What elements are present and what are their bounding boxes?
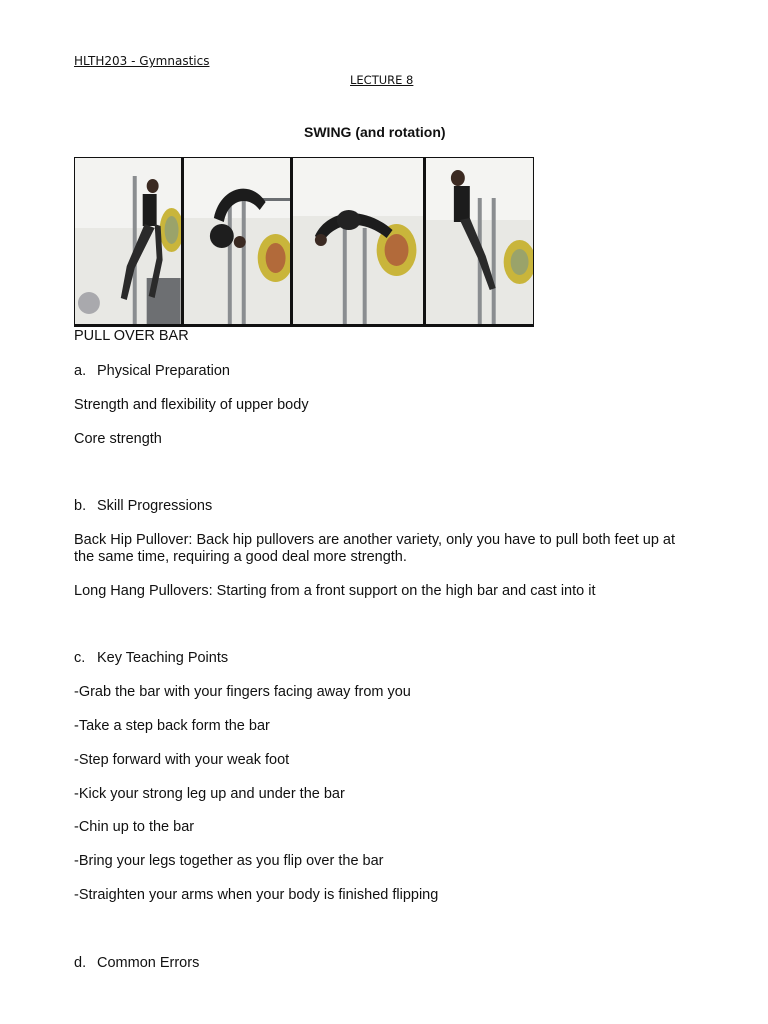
lecture-number: LECTURE 8 bbox=[350, 73, 414, 87]
section-c-marker: c. bbox=[74, 650, 86, 666]
section-d-heading bbox=[74, 955, 199, 972]
photo-frame-1 bbox=[75, 158, 181, 324]
photo-frame-4 bbox=[426, 158, 533, 324]
section-b-marker: b. bbox=[74, 498, 87, 514]
photo-frame-3 bbox=[293, 158, 423, 324]
page-title: SWING (and rotation) bbox=[304, 124, 446, 140]
section-a-line-1: Strength and flexibility of upper body bbox=[74, 397, 309, 413]
teaching-point: -Step forward with your weak foot bbox=[74, 752, 290, 768]
section-a-heading bbox=[74, 363, 230, 380]
teaching-point: -Kick your strong leg up and under the bar bbox=[74, 786, 345, 802]
teaching-point: -Chin up to the bar bbox=[74, 819, 195, 835]
pullover-photo-sequence bbox=[74, 157, 534, 327]
section-a-line-2: Core strength bbox=[74, 431, 162, 447]
course-code: HLTH203 - Gymnastics bbox=[74, 54, 210, 68]
section-a-title: Physical Preparation bbox=[97, 363, 230, 379]
teaching-point: -Grab the bar with your fingers facing away from you bbox=[74, 684, 411, 700]
section-b-title: Skill Progressions bbox=[97, 498, 213, 514]
section-b-paragraph-2: Long Hang Pullovers: Starting from a front support on the high bar and cast into it bbox=[74, 583, 596, 599]
section-c-title: Key Teaching Points bbox=[97, 650, 229, 666]
section-d-marker: d. bbox=[74, 955, 87, 971]
section-c-heading bbox=[74, 650, 228, 667]
photo-frame-2 bbox=[184, 158, 291, 324]
section-b-heading bbox=[74, 498, 212, 515]
skill-name: PULL OVER BAR bbox=[74, 328, 189, 344]
section-a-marker: a. bbox=[74, 363, 87, 379]
section-d-title: Common Errors bbox=[97, 955, 200, 971]
teaching-point: -Bring your legs together as you flip over the bar bbox=[74, 853, 384, 869]
section-b-paragraph-1: Back Hip Pullover: Back hip pullovers are another variety, only you have to pull both feet up at the same time, requiring a good deal more strength. bbox=[74, 532, 676, 565]
teaching-point: -Take a step back form the bar bbox=[74, 718, 270, 734]
teaching-point: -Straighten your arms when your body is finished flipping bbox=[74, 887, 439, 903]
